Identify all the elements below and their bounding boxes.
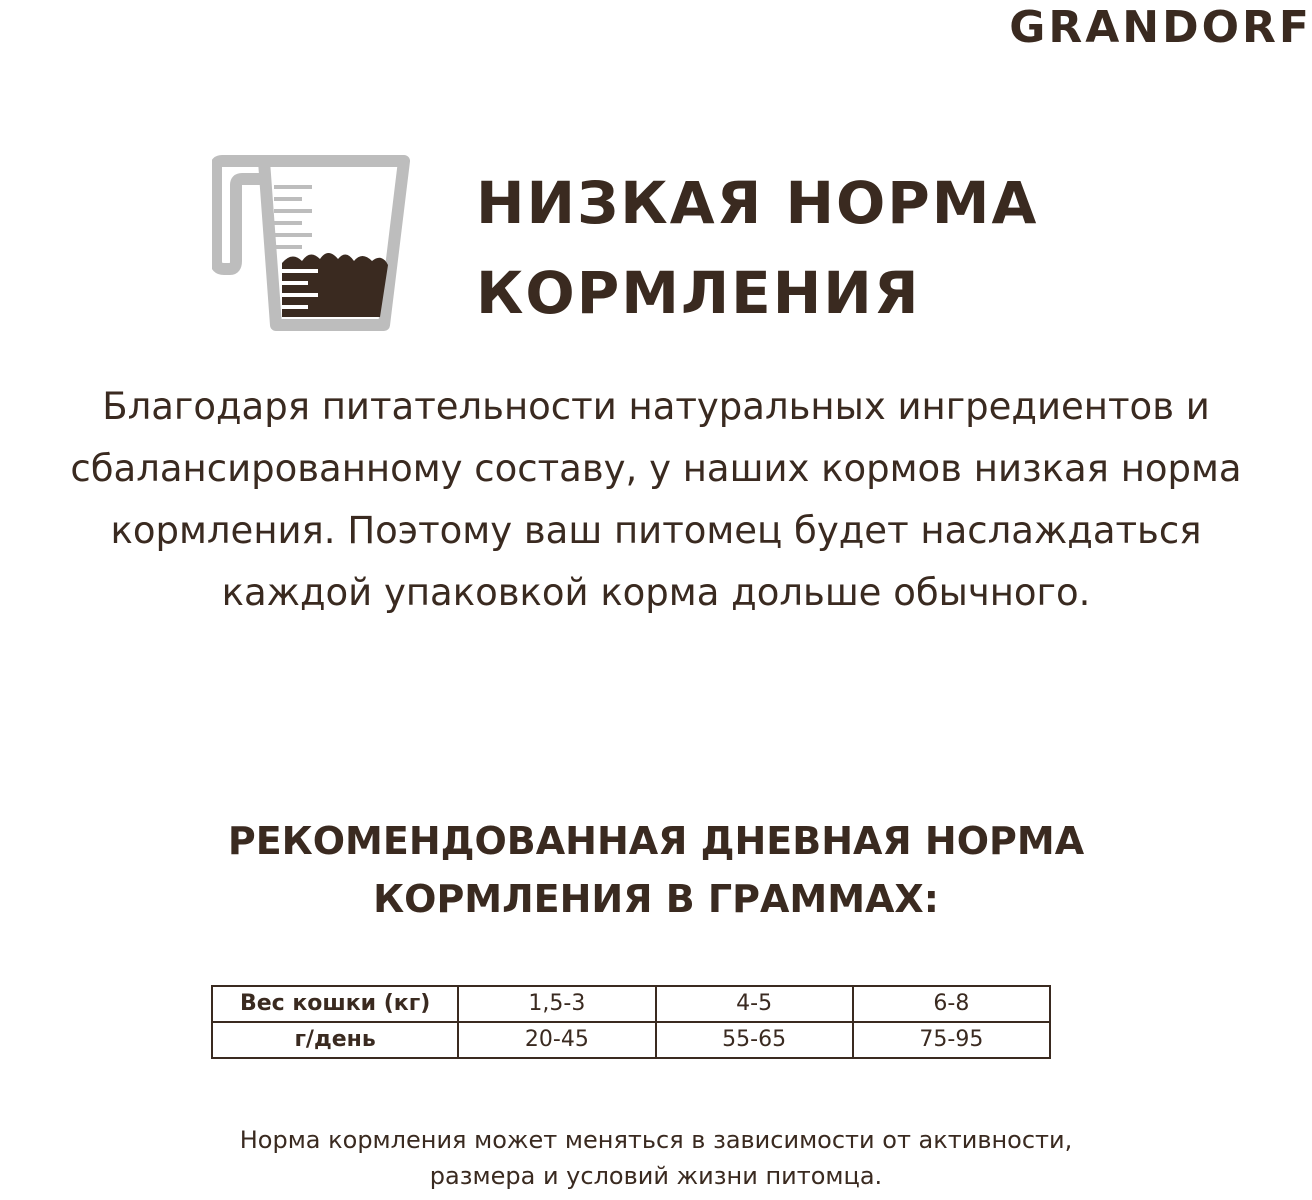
row-label-weight: Вес кошки (кг) bbox=[212, 986, 458, 1022]
table-cell: 4-5 bbox=[656, 986, 853, 1022]
footnote-line-1: Норма кормления может меняться в зависимости от активности, bbox=[239, 1126, 1073, 1154]
intro-line-4: каждой упаковкой корма дольше обычного. bbox=[221, 571, 1091, 614]
table-cell: 1,5-3 bbox=[458, 986, 655, 1022]
table-title bbox=[0, 812, 1312, 928]
brand-logo: GRANDORF bbox=[1009, 2, 1312, 53]
footnote-line-2: размера и условий жизни питомца. bbox=[429, 1162, 883, 1190]
headline bbox=[476, 158, 1176, 338]
intro-line-1: Благодаря питательности натуральных ингредиентов и bbox=[102, 385, 1210, 428]
table-cell: 75-95 bbox=[853, 1022, 1050, 1058]
measuring-cup-icon bbox=[212, 155, 412, 333]
footnote bbox=[0, 1122, 1312, 1194]
table-title-line-1: РЕКОМЕНДОВАННАЯ ДНЕВНАЯ НОРМА bbox=[227, 819, 1085, 863]
intro-text bbox=[0, 376, 1312, 624]
feeding-table bbox=[211, 985, 1051, 1059]
table-cell: 20-45 bbox=[458, 1022, 655, 1058]
measuring-cup-svg bbox=[212, 155, 412, 333]
table-cell: 6-8 bbox=[853, 986, 1050, 1022]
table-row-grams bbox=[212, 1022, 1050, 1058]
table-cell: 55-65 bbox=[656, 1022, 853, 1058]
headline-line-2: КОРМЛЕНИЯ bbox=[476, 259, 921, 327]
headline-line-1: НИЗКАЯ НОРМА bbox=[476, 169, 1039, 237]
table-title-line-2: КОРМЛЕНИЯ В ГРАММАХ: bbox=[373, 877, 939, 921]
row-label-grams: г/день bbox=[212, 1022, 458, 1058]
table-row-weight bbox=[212, 986, 1050, 1022]
intro-line-3: кормления. Поэтому ваш питомец будет наслаждаться bbox=[110, 509, 1202, 552]
intro-line-2: сбалансированному составу, у наших кормов низкая норма bbox=[70, 447, 1242, 490]
